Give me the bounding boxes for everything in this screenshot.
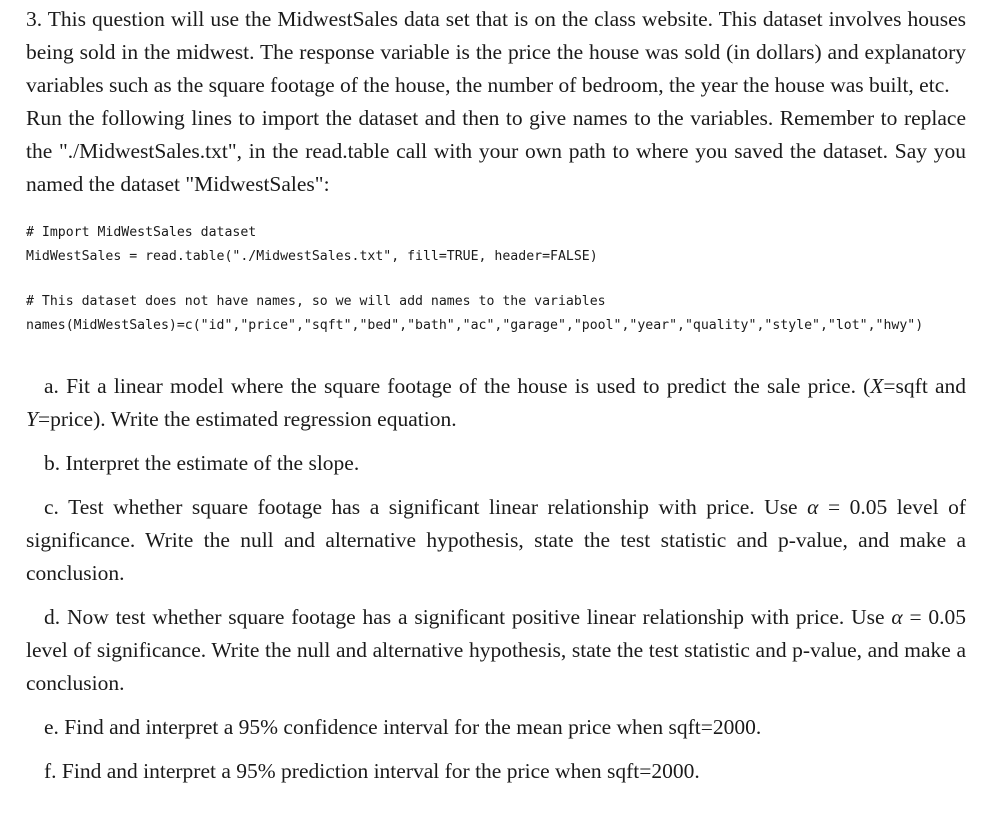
code-block-names xyxy=(26,290,966,338)
part-a: a. Fit a linear model where the square footage of the house is used to predict the sale price. (X=sqft and Y=price). Write the estimated regression equation. xyxy=(26,374,967,431)
part-b: b. Interpret the estimate of the slope. xyxy=(44,451,360,475)
part-e: e. Find and interpret a 95% confidence interval for the mean price when sqft=2000. xyxy=(44,715,762,739)
code-comment-import: # Import MidWestSales dataset xyxy=(26,225,257,240)
part-f: f. Find and interpret a 95% prediction interval for the price when sqft=2000. xyxy=(44,759,700,783)
part-e-label: e. xyxy=(44,715,59,739)
part-d-label: d. xyxy=(44,605,61,629)
intro-paragraph-1: This question will use the MidwestSales data set that is on the class website. This dataset involves houses being sold in the midwest. The response variable is the price the house was sold (in dollars) and explanatory variables such as the square footage of the house, the number of bedroom, the year the house was built, etc. xyxy=(26,7,966,97)
part-c: c. Test whether square footage has a significant linear relationship with price. Use α = 0.05 level of significance. Write the null and alternative hypothesis, state the test statistic and p-value, and make a conclusion. xyxy=(26,495,966,585)
part-f-label: f. xyxy=(44,759,57,783)
intro-paragraph-2: Run the following lines to import the dataset and then to give names to the variables. Remember to replace the "./MidwestSales.txt", in the read.table call with your own path to where you saved the dataset. Say you named the dataset "MidwestSales": xyxy=(26,106,966,196)
code-comment-names: # This dataset does not have names, so we will add names to the variables xyxy=(26,294,606,309)
question-number: 3. xyxy=(26,7,43,31)
part-a-label: a. xyxy=(44,374,59,398)
code-block-import xyxy=(26,221,966,269)
part-b-label: b. xyxy=(44,451,61,475)
code-line-names: names(MidWestSales)=c("id","price","sqft","bed","bath","ac","garage","pool","year","quality","style","lot","hwy") xyxy=(26,318,924,333)
question-parts xyxy=(26,370,966,788)
part-c-label: c. xyxy=(44,495,59,519)
document-page xyxy=(26,0,966,788)
question-intro xyxy=(26,0,966,201)
part-d: d. Now test whether square footage has a significant positive linear relationship with price. Use α = 0.05 level of significance. Write the null and alternative hypothesis, state the test statistic and p-value, and make a conclusion. xyxy=(26,605,967,695)
code-line-read-table: MidWestSales = read.table("./MidwestSales.txt", fill=TRUE, header=FALSE) xyxy=(26,249,598,264)
